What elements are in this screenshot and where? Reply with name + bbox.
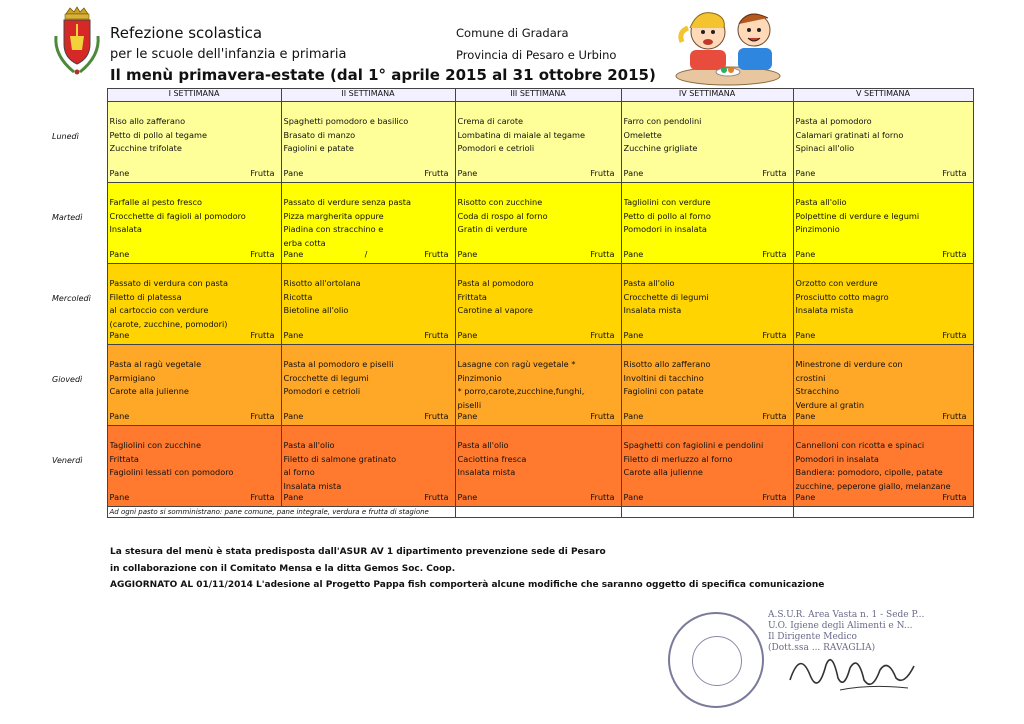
frutta-label: Frutta <box>250 411 275 422</box>
frutta-label: Frutta <box>590 411 615 422</box>
pane-label: Pane <box>457 249 478 260</box>
menu-cell <box>793 345 973 426</box>
day-label: Venerdì <box>50 426 107 507</box>
frutta-label: Frutta <box>590 492 615 503</box>
frutta-label: Frutta <box>424 411 449 422</box>
note-row <box>50 507 973 518</box>
pane-label: Pane <box>623 249 644 260</box>
menu-cell <box>455 102 621 183</box>
comune-label: Comune di Gradara <box>456 26 569 40</box>
pane-label: Pane <box>623 492 644 503</box>
dish: Pasta al ragù vegetale <box>109 359 202 369</box>
dish: Spaghetti con fagiolini e pendolini <box>623 440 764 450</box>
dish: Carote alla julienne <box>623 467 703 478</box>
menu-cell <box>621 264 793 345</box>
menu-cell <box>281 426 455 507</box>
menu-cell <box>455 345 621 426</box>
menu-cell <box>281 102 455 183</box>
menu-cell <box>455 264 621 345</box>
footer-line: La stesura del menù è stata predisposta dall'ASUR AV 1 dipartimento prevenzione sede di Pesaro <box>110 547 606 557</box>
dish: Spaghetti pomodoro e basilico <box>283 116 409 126</box>
dish: Minestrone di verdure con <box>795 359 903 369</box>
dish: Pasta al pomodoro e piselli <box>283 359 394 369</box>
frutta-label: Frutta <box>424 249 449 260</box>
frutta-label: Frutta <box>250 249 275 260</box>
dish: Orzotto con verdure <box>795 278 878 288</box>
dish: Filetto di merluzzo al forno <box>623 453 733 464</box>
dish: Gratin di verdure <box>457 224 528 235</box>
dish: Farfalle al pesto fresco <box>109 197 203 207</box>
day-label: Lunedì <box>50 102 107 183</box>
frutta-label: Frutta <box>762 411 787 422</box>
pane-label: Pane <box>795 492 816 503</box>
day-row <box>50 345 973 426</box>
frutta-label: Frutta <box>590 168 615 179</box>
frutta-label: Frutta <box>250 330 275 341</box>
day-label: Giovedì <box>50 345 107 426</box>
menu-cell <box>107 426 281 507</box>
menu-cell <box>793 102 973 183</box>
dish: Calamari gratinati al forno <box>795 129 904 140</box>
dish: Pomodori e cetrioli <box>457 143 535 154</box>
pane-label: Pane <box>795 168 816 179</box>
menu-cell <box>455 426 621 507</box>
dish: Bandiera: pomodoro, cipolle, patate <box>795 467 943 478</box>
pane-label: Pane <box>109 330 130 341</box>
pane-label: Pane <box>457 492 478 503</box>
pane-label: Pane <box>109 411 130 422</box>
dish: Pasta all'olio <box>283 440 335 450</box>
dish: Crocchette di fagioli al pomodoro <box>109 210 246 221</box>
week-header: II SETTIMANA <box>281 89 455 102</box>
dish: * porro,carote,zucchine,funghi, <box>457 386 585 397</box>
dish: Coda di rospo al forno <box>457 210 548 221</box>
corner-cell <box>50 89 107 102</box>
pane-label: Pane <box>283 492 304 503</box>
dish: erba cotta <box>283 237 326 248</box>
dish: Passato di verdure senza pasta <box>283 197 411 207</box>
pane-label: Pane <box>283 168 304 179</box>
dish: Involtini di tacchino <box>623 372 704 383</box>
dish: Lasagne con ragù vegetale * <box>457 359 576 369</box>
dish: Pinzimonio <box>457 372 502 383</box>
frutta-label: Frutta <box>762 168 787 179</box>
dish: Passato di verdura con pasta <box>109 278 229 288</box>
dish: Fagiolini con patate <box>623 386 704 397</box>
pane-label: Pane <box>283 330 304 341</box>
coat-of-arms-logo <box>52 6 102 78</box>
department-stamp <box>668 612 764 708</box>
pane-label: Pane <box>795 330 816 341</box>
page-subtitle: per le scuole dell'infanzia e primaria <box>110 47 347 62</box>
dish: Pasta al pomodoro <box>457 278 534 288</box>
frutta-label: Frutta <box>942 249 967 260</box>
dish: Filetto di salmone gratinato <box>283 453 397 464</box>
day-row <box>50 102 973 183</box>
dish: Riso allo zafferano <box>109 116 186 126</box>
pane-label: Pane <box>795 249 816 260</box>
frutta-label: Frutta <box>590 330 615 341</box>
pane-label: Pane <box>795 411 816 422</box>
dish: Pasta all'olio <box>795 197 847 207</box>
menu-body <box>50 102 973 507</box>
pane-label: Pane <box>109 249 130 260</box>
frutta-label: Frutta <box>250 168 275 179</box>
dish: Verdure al gratin <box>795 399 865 410</box>
pane-label: Pane <box>457 168 478 179</box>
frutta-label: Frutta <box>762 492 787 503</box>
frutta-label: Frutta <box>942 330 967 341</box>
frutta-label: Frutta <box>250 492 275 503</box>
day-row <box>50 264 973 345</box>
pane-label: Pane <box>457 411 478 422</box>
dish: Prosciutto cotto magro <box>795 291 889 302</box>
menu-cell <box>281 345 455 426</box>
dish: Pizza margherita oppure <box>283 210 384 221</box>
menu-cell <box>621 183 793 264</box>
dish: zucchine, peperone giallo, melanzane <box>795 480 951 491</box>
dish: Brasato di manzo <box>283 129 356 140</box>
dish: Insalata <box>109 224 142 235</box>
dish: Bietoline all'olio <box>283 305 349 316</box>
dish: Pomodori in insalata <box>623 224 707 235</box>
dish: Pasta all'olio <box>457 440 509 450</box>
dish: Ricotta <box>283 291 313 302</box>
frutta-label: Frutta <box>762 249 787 260</box>
menu-table <box>50 88 974 518</box>
dish: Risotto all'ortolana <box>283 278 361 288</box>
dish: Insalata mista <box>623 305 682 316</box>
dish: Petto di pollo al forno <box>623 210 711 221</box>
week-header: IV SETTIMANA <box>621 89 793 102</box>
page-title: Refezione scolastica <box>110 24 263 42</box>
pane-label: Pane <box>457 330 478 341</box>
menu-cell <box>107 345 281 426</box>
frutta-label: Frutta <box>424 168 449 179</box>
menu-cell <box>107 264 281 345</box>
dish: Parmigiano <box>109 372 156 383</box>
pane-label: Pane <box>109 168 130 179</box>
menu-cell <box>793 264 973 345</box>
dish: Lombatina di maiale al tegame <box>457 129 586 140</box>
menu-title: Il menù primavera-estate (dal 1° aprile 2015 al 31 ottobre 2015) <box>110 66 656 84</box>
menu-cell <box>107 102 281 183</box>
dish: Tagliolini con verdure <box>623 197 711 207</box>
dish: (carote, zucchine, pomodori) <box>109 318 228 329</box>
dish: Omelette <box>623 129 662 140</box>
dish: Tagliolini con zucchine <box>109 440 202 450</box>
footer-line: in collaborazione con il Comitato Mensa e la ditta Gemos Soc. Coop. <box>110 564 456 574</box>
pane-label: Pane <box>623 330 644 341</box>
frutta-label: Frutta <box>590 249 615 260</box>
dish: Spinaci all'olio <box>795 143 855 154</box>
dish: Cannelloni con ricotta e spinaci <box>795 440 925 450</box>
dish: Carotine al vapore <box>457 305 533 316</box>
dish: Risotto allo zafferano <box>623 359 711 369</box>
pane-label: Pane <box>283 411 304 422</box>
dish: Pasta all'olio <box>623 278 675 288</box>
dish: Petto di pollo al tegame <box>109 129 208 140</box>
day-row <box>50 426 973 507</box>
dish: Insalata mista <box>457 467 516 478</box>
dish: Crema di carote <box>457 116 524 126</box>
stamp-line: (Dott.ssa ... RAVAGLIA) <box>768 643 876 653</box>
pane-label: Pane <box>283 249 304 260</box>
dish: Carote alla julienne <box>109 386 189 397</box>
stamp-line: A.S.U.R. Area Vasta n. 1 - Sede P... <box>768 610 925 620</box>
week-header-row <box>50 89 973 102</box>
menu-cell <box>281 183 455 264</box>
pane-label: Pane <box>623 168 644 179</box>
dish: Frittata <box>457 291 487 302</box>
pane-label: Pane <box>623 411 644 422</box>
menu-cell <box>621 345 793 426</box>
dish: Pomodori in insalata <box>795 453 879 464</box>
stamp-line: U.O. Igiene degli Alimenti e N... <box>768 621 913 631</box>
separator-slash: / <box>364 249 368 260</box>
day-label: Martedì <box>50 183 107 264</box>
dish: Fagiolini lessati con pomodoro <box>109 467 234 478</box>
dish: Farro con pendolini <box>623 116 702 126</box>
dish: Stracchino <box>795 386 839 397</box>
dish: Fagiolini e patate <box>283 143 354 154</box>
dish: al forno <box>283 467 315 478</box>
dish: Pinzimonio <box>795 224 840 235</box>
menu-cell <box>281 264 455 345</box>
frutta-label: Frutta <box>424 492 449 503</box>
frutta-label: Frutta <box>942 168 967 179</box>
dish: Risotto con zucchine <box>457 197 543 207</box>
dish: Piadina con stracchino e <box>283 224 384 235</box>
dish: Caciottina fresca <box>457 453 527 464</box>
dish: Zucchine grigliate <box>623 143 698 154</box>
children-eating-illustration <box>668 2 788 86</box>
frutta-label: Frutta <box>942 492 967 503</box>
note-text: Ad ogni pasto si somministrano: pane comune, pane integrale, verdura e frutta di stagione <box>109 508 429 516</box>
dish: Crocchette di legumi <box>623 291 709 302</box>
menu-cell <box>621 102 793 183</box>
dish: Zucchine trifolate <box>109 143 182 154</box>
dish: Insalata mista <box>795 305 854 316</box>
dish: piselli <box>457 399 482 410</box>
dish: Filetto di platessa <box>109 291 182 302</box>
dish: Pomodori e cetrioli <box>283 386 361 397</box>
menu-cell <box>455 183 621 264</box>
stamp-line: Il Dirigente Medico <box>768 632 857 642</box>
menu-cell <box>621 426 793 507</box>
provincia-label: Provincia di Pesaro e Urbino <box>456 48 617 62</box>
menu-cell <box>793 183 973 264</box>
dish: Insalata mista <box>283 480 342 491</box>
pane-label: Pane <box>109 492 130 503</box>
dish: Pasta al pomodoro <box>795 116 872 126</box>
frutta-label: Frutta <box>762 330 787 341</box>
dish: Polpettine di verdure e legumi <box>795 210 920 221</box>
frutta-label: Frutta <box>424 330 449 341</box>
footer-line: AGGIORNATO AL 01/11/2014 L'adesione al Progetto Pappa fish comporterà alcune modifiche che saranno oggetto di specifica comunicazione <box>110 580 825 590</box>
week-header: III SETTIMANA <box>455 89 621 102</box>
day-row <box>50 183 973 264</box>
week-header: V SETTIMANA <box>793 89 973 102</box>
dish: al cartoccio con verdure <box>109 305 209 316</box>
menu-cell <box>793 426 973 507</box>
signature <box>780 640 930 704</box>
dish: Crocchette di legumi <box>283 372 369 383</box>
dish: Frittata <box>109 453 139 464</box>
week-header: I SETTIMANA <box>107 89 281 102</box>
dish: crostini <box>795 372 826 383</box>
frutta-label: Frutta <box>942 411 967 422</box>
day-label: Mercoledì <box>50 264 107 345</box>
menu-cell <box>107 183 281 264</box>
